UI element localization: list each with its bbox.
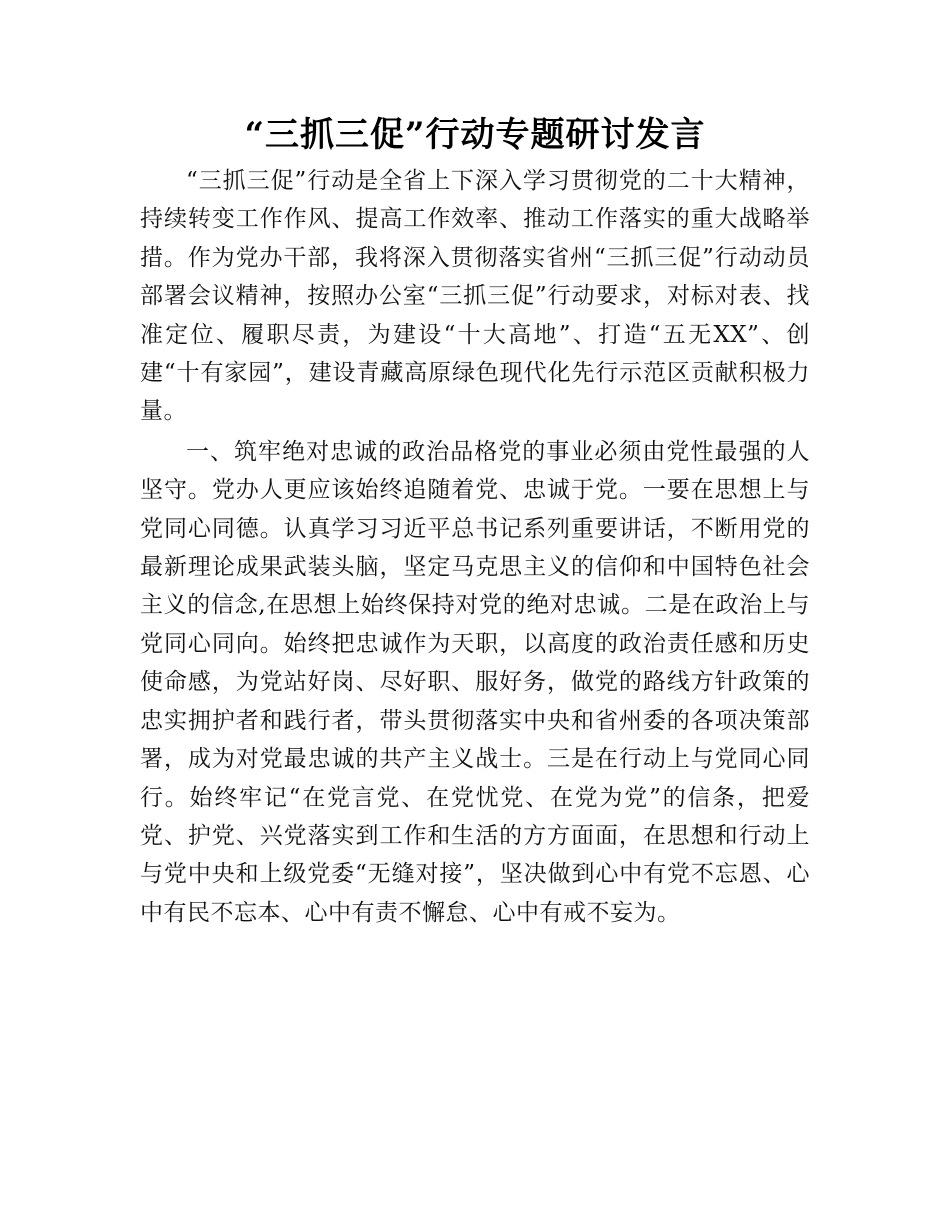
document-body — [140, 162, 810, 932]
paragraph-section-1: 一、筑牢绝对忠诚的政治品格党的事业必须由党性最强的人坚守。党办人更应该始终追随着党、忠诚于党。一要在思想上与党同心同德。认真学习习近平总书记系列重要讲话，不断用党的最新理论成果武装头脑，坚定马克思主义的信仰和中国特色社会主义的信念,在思想上始终保持对党的绝对忠诚。二是在政治上与党同心同向。始终把忠诚作为天职，以高度的政治责任感和历史使命感，为党站好岗、尽好职、服好务，做党的路线方针政策的忠实拥护者和践行者，带头贯彻落实中央和省州委的各项决策部署，成为对党最忠诚的共产主义战士。三是在行动上与党同心同行。始终牢记“在党言党、在党忧党、在党为党”的信条，把爱党、护党、兴党落实到工作和生活的方方面面，在思想和行动上与党中央和上级党委“无缝对接”，坚决做到心中有党不忘恩、心中有民不忘本、心中有责不懈怠、心中有戒不妄为。 — [140, 438, 810, 926]
document-title: “三抓三促”行动专题研讨发言 — [244, 115, 706, 155]
paragraph-intro: “三抓三促”行动是全省上下深入学习贯彻党的二十大精神，持续转变工作作风、提高工作效率、推动工作落实的重大战略举措。作为党办干部，我将深入贯彻落实省州“三抓三促”行动动员部署会议精神，按照办公室“三抓三促”行动要求，对标对表、找准定位、履职尽责，为建设“十大高地”、打造“五无XX”、创建“十有家园”，建设青藏高原绿色现代化先行示范区贡献积极力量。 — [140, 168, 810, 425]
